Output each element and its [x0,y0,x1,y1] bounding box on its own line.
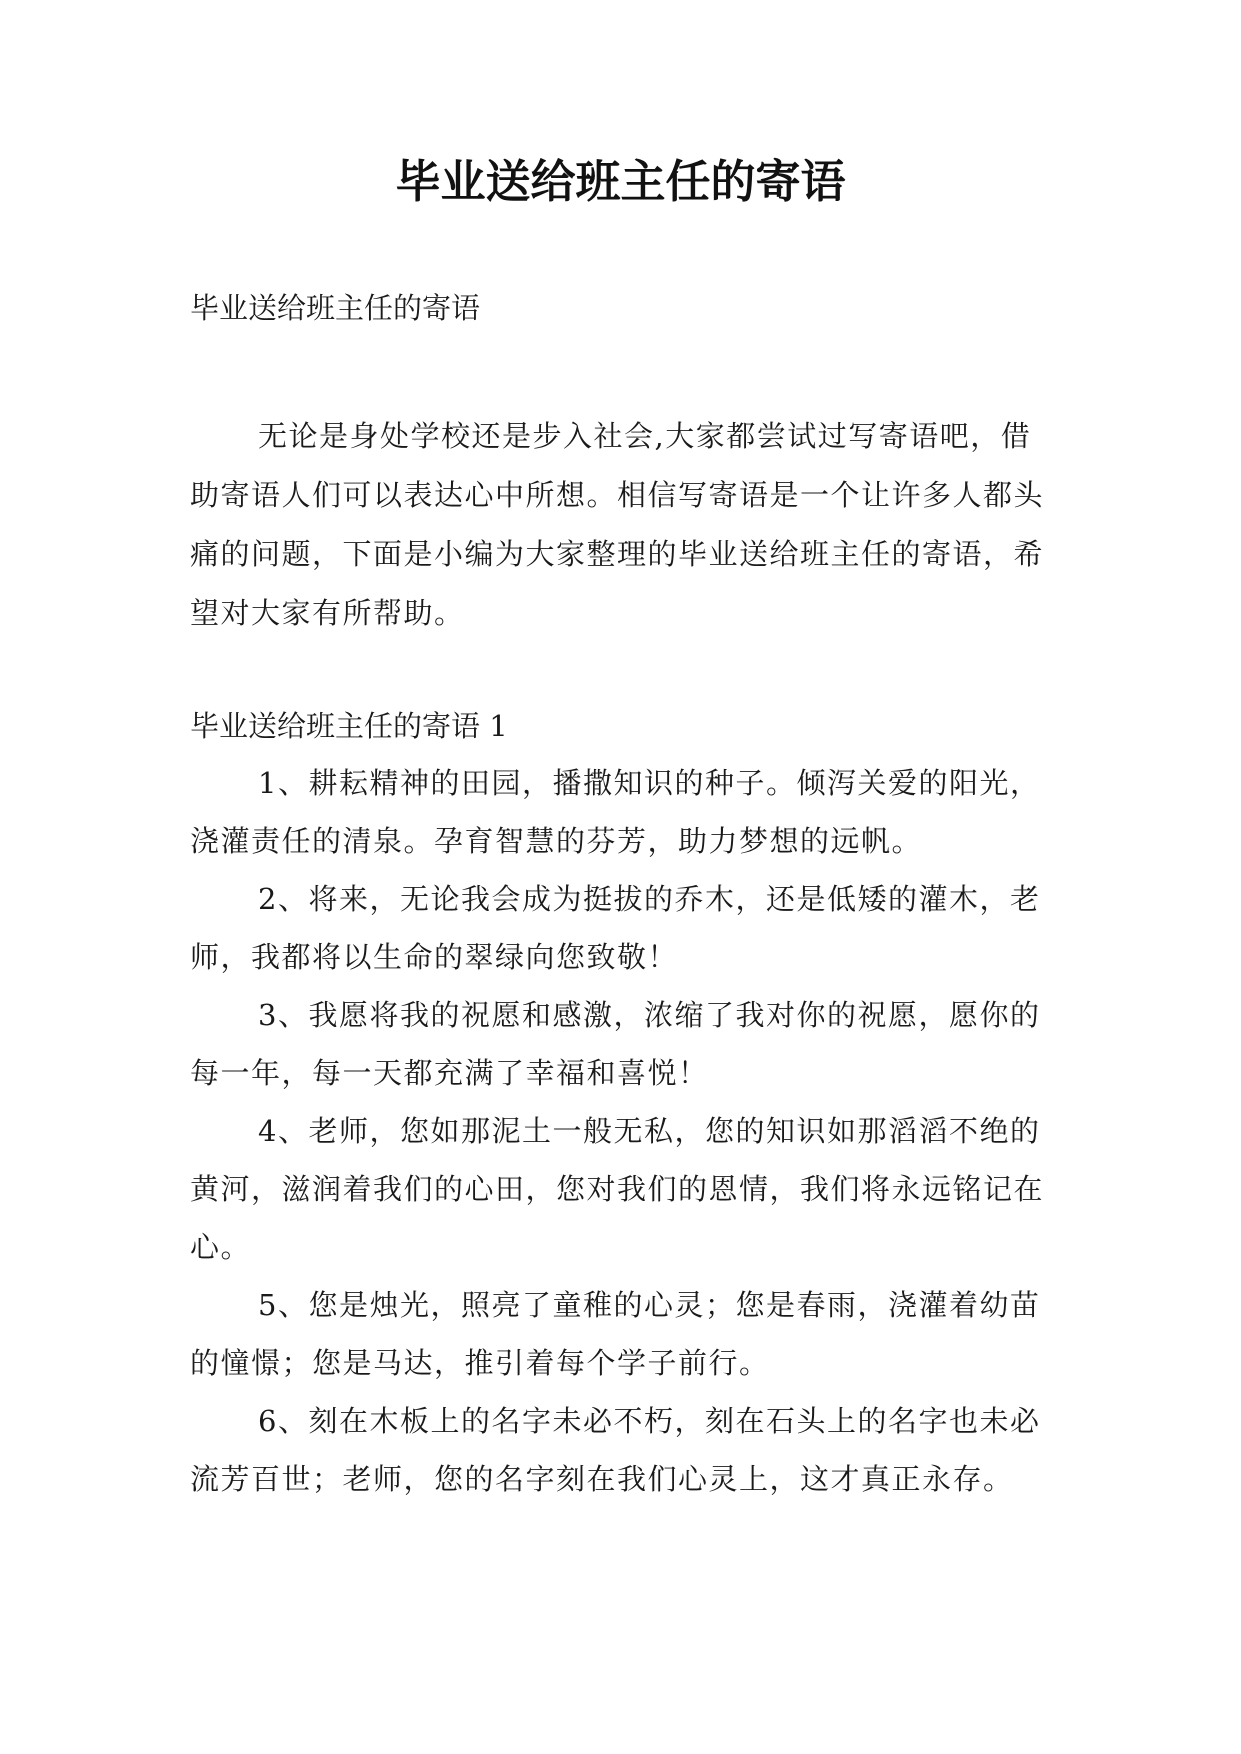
message-item-2: 2、将来，无论我会成为挺拔的乔木，还是低矮的灌木，老师，我都将以生命的翠绿向您致敬！ [190,882,1041,974]
document-subtitle: 毕业送给班主任的寄语 [190,291,481,325]
message-item-1: 1、耕耘精神的田园，播撒知识的种子。倾泻关爱的阳光，浇灌责任的清泉。孕育智慧的芬芳，助力梦想的远帆。 [190,766,1041,858]
message-item-3: 3、我愿将我的祝愿和感激，浓缩了我对你的祝愿，愿你的每一年，每一天都充满了幸福和喜悦！ [190,998,1041,1090]
message-item-6: 6、刻在木板上的名字未必不朽，刻在石头上的名字也未必流芳百世；老师，您的名字刻在我们心灵上，这才真正永存。 [190,1404,1041,1496]
message-item-5: 5、您是烛光，照亮了童稚的心灵；您是春雨，浇灌着幼苗的憧憬；您是马达，推引着每个学子前行。 [190,1288,1041,1380]
message-list [190,754,1062,1508]
page-title: 毕业送给班主任的寄语 [395,155,846,208]
message-item-4: 4、老师，您如那泥土一般无私，您的知识如那滔滔不绝的黄河，滋润着我们的心田，您对我们的恩情，我们将永远铭记在心。 [190,1114,1045,1264]
intro-paragraph: 无论是身处学校还是步入社会,大家都尝试过写寄语吧，借助寄语人们可以表达心中所想。相信写寄语是一个让许多人都头痛的问题，下面是小编为大家整理的毕业送给班主任的寄语，希望对大家有所帮助。 [190,419,1045,630]
section-heading: 毕业送给班主任的寄语 1 [190,709,508,743]
